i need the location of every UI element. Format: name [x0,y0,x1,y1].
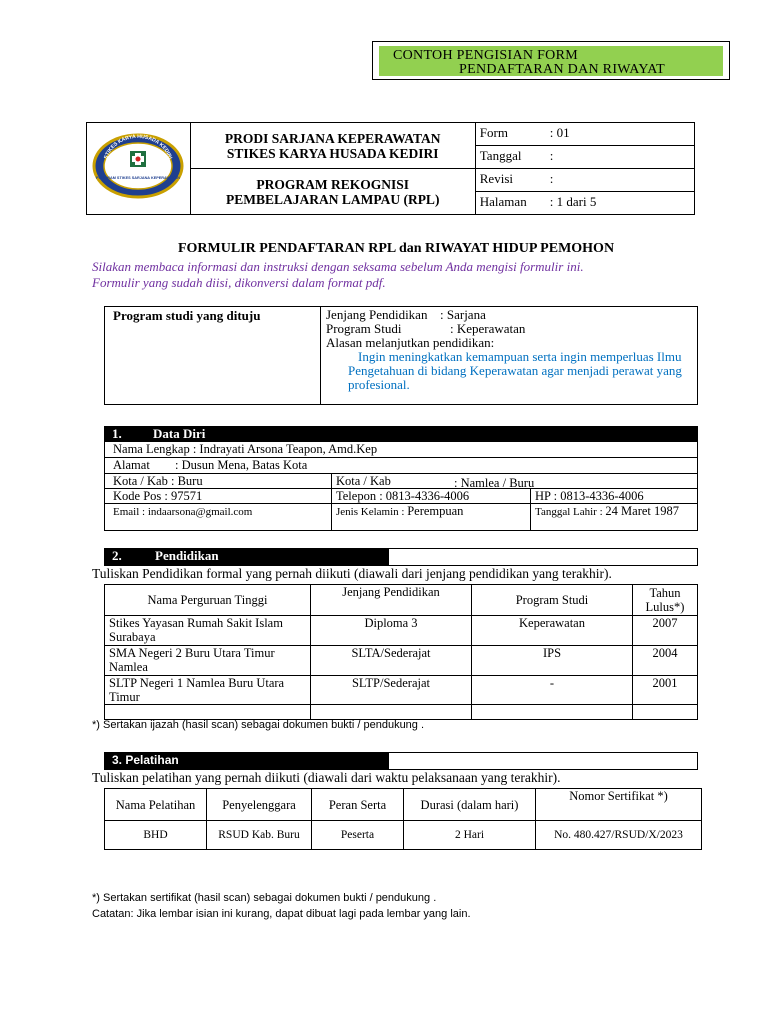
pendidikan-cell: Diploma 3 [311,616,472,646]
pendidikan-cell: - [472,676,633,705]
header-form-value: : 01 [549,125,570,140]
program-studi-label: Program studi yang dituju [105,307,321,405]
kode-pos: Kode Pos : 97571 [105,489,332,504]
telepon: Telepon : 0813-4336-4006 [332,489,531,504]
pendidikan-cell: 2004 [633,646,698,676]
header-halaman-value: : 1 dari 5 [549,194,597,209]
section-1-number: 1. [112,426,122,441]
header-revisi-label: Revisi [479,171,513,186]
pendidikan-cell: SLTP/Sederajat [311,676,472,705]
prodi-label: Program Studi [326,321,402,336]
pendidikan-cell: SLTP Negeri 1 Namlea Buru Utara Timur [105,676,311,705]
pelatihan-header-sertifikat: Nomor Sertifikat *) [536,789,702,821]
section-pelatihan-header [104,752,698,768]
footer-note-1: *) Sertakan sertifikat (hasil scan) sebagai dokumen bukti / pendukung . [92,892,437,904]
prodi-value: : Keperawatan [450,321,526,336]
pendidikan-row [105,646,698,676]
header-tanggal-label: Tanggal [479,148,522,163]
email-value: indaarsona@gmail.com [147,506,253,518]
kota-kab-2-value: : Namlea / Buru [454,476,535,490]
pendidikan-header-prodi: Program Studi [472,585,633,616]
pendidikan-row [105,676,698,705]
header-title-rpl: PEMBELAJARAN LAMPAU (RPL) [225,191,440,207]
pendidikan-cell [311,705,472,720]
alasan-text: Ingin meningkatkan kemampuan serta ingin memperluas Ilmu Pengetahuan di bidang Keperawatan agar menjadi perawat yang profesional. [348,349,682,392]
form-title: FORMULIR PENDAFTARAN RPL dan RIWAYAT HIDUP PEMOHON [177,241,615,256]
alamat-value: : Dusun Mena, Batas Kota [175,458,308,472]
form-example-banner [372,41,730,80]
section-2-number: 2. [112,548,122,563]
pendidikan-intro: Tuliskan Pendidikan formal yang pernah diikuti (diawali dari jenjang pendidikan yang terakhir). [92,566,612,581]
banner-line-1: CONTOH PENGISIAN FORM [393,48,578,63]
alamat-label: Alamat [113,458,150,472]
tanggal-lahir-label: Tanggal Lahir : [535,506,606,518]
section-pendidikan-header [104,548,698,564]
pelatihan-header-penyelenggara: Penyelenggara [207,789,312,821]
kota-kab-1: Kota / Kab : Buru [105,474,332,489]
pendidikan-cell: IPS [472,646,633,676]
pendidikan-cell [633,705,698,720]
pendidikan-cell [105,705,311,720]
section-data-diri-header [104,426,698,442]
pelatihan-cell: BHD [105,821,207,850]
header-title-stikes: STIKES KARYA HUSADA KEDIRI [226,145,439,161]
pendidikan-cell: SLTA/Sederajat [311,646,472,676]
pelatihan-header-nama: Nama Pelatihan [105,789,207,821]
data-diri-table [104,441,698,531]
document-header [86,122,695,215]
jenjang-label: Jenjang Pendidikan [326,307,428,322]
jenis-kelamin-value: Perempuan [407,504,464,518]
pelatihan-cell: Peserta [312,821,404,850]
pendidikan-cell: 2001 [633,676,698,705]
instruction-line-1: Silakan membaca informasi dan instruksi dengan seksama sebelum Anda mengisi formulir ini. [92,259,584,274]
alasan-label: Alasan melanjutkan pendidikan: [326,335,495,350]
tanggal-lahir-value: 24 Maret 1987 [605,504,680,518]
header-title-program: PROGRAM REKOGNISI [256,176,410,192]
pelatihan-cell: No. 480.427/RSUD/X/2023 [536,821,702,850]
pendidikan-header-nama: Nama Perguruan Tinggi [105,585,311,616]
pendidikan-row [105,616,698,646]
nama-lengkap: Nama Lengkap : Indrayati Arsona Teapon, Amd.Kep [105,442,698,458]
logo-bottom-text: PROGRAM STIKES SARJANA KEPERAWATAN [96,176,181,180]
section-3-title: 3. Pelatihan [112,753,179,767]
instruction-line-2: Formulir yang sudah diisi, dikonversi dalam format pdf. [92,275,386,290]
pendidikan-cell: 2007 [633,616,698,646]
pendidikan-cell [472,705,633,720]
header-halaman-label: Halaman [479,194,527,209]
header-form-label: Form [479,125,508,140]
section-2-title: Pendidikan [155,548,219,563]
footer-note-2: Catatan: Jika lembar isian ini kurang, dapat dibuat lagi pada lembar yang lain. [92,908,471,920]
pelatihan-table [104,788,702,850]
pelatihan-cell: RSUD Kab. Buru [207,821,312,850]
pendidikan-header-tahun: Tahun Lulus*) [633,585,698,616]
pelatihan-row [105,821,702,850]
pelatihan-header-durasi: Durasi (dalam hari) [404,789,536,821]
pendidikan-note: *) Sertakan ijazah (hasil scan) sebagai dokumen bukti / pendukung . [92,719,425,731]
pelatihan-header-peran: Peran Serta [312,789,404,821]
pendidikan-header-jenjang: Jenjang Pendidikan [311,585,472,616]
pendidikan-table [104,584,698,720]
pendidikan-cell: Stikes Yayasan Rumah Sakit Islam Surabaya [105,616,311,646]
section-1-title: Data Diri [153,426,206,441]
pelatihan-intro: Tuliskan pelatihan yang pernah diikuti (diawali dari waktu pelaksanaan yang terakhir). [92,770,561,785]
pendidikan-row-empty [105,705,698,720]
pelatihan-cell: 2 Hari [404,821,536,850]
header-revisi-value: : [549,171,554,186]
kota-kab-2-label: Kota / Kab [336,474,391,488]
header-title-prodi: PRODI SARJANA KEPERAWATAN [224,130,441,146]
hp: HP : 0813-4336-4006 [531,489,698,504]
email-label: Email : [113,506,148,518]
program-studi-table [104,306,698,405]
logo-arc-text: STIKES KARYA HUSADA KEDIRI [103,133,174,160]
pendidikan-cell: Keperawatan [472,616,633,646]
header-tanggal-value: : [549,148,554,163]
jenis-kelamin-label: Jenis Kelamin : [336,506,408,518]
pendidikan-cell: SMA Negeri 2 Buru Utara Timur Namlea [105,646,311,676]
banner-line-2: PENDAFTARAN DAN RIWAYAT [459,62,665,77]
jenjang-value: : Sarjana [440,307,486,322]
institution-logo [92,133,184,199]
